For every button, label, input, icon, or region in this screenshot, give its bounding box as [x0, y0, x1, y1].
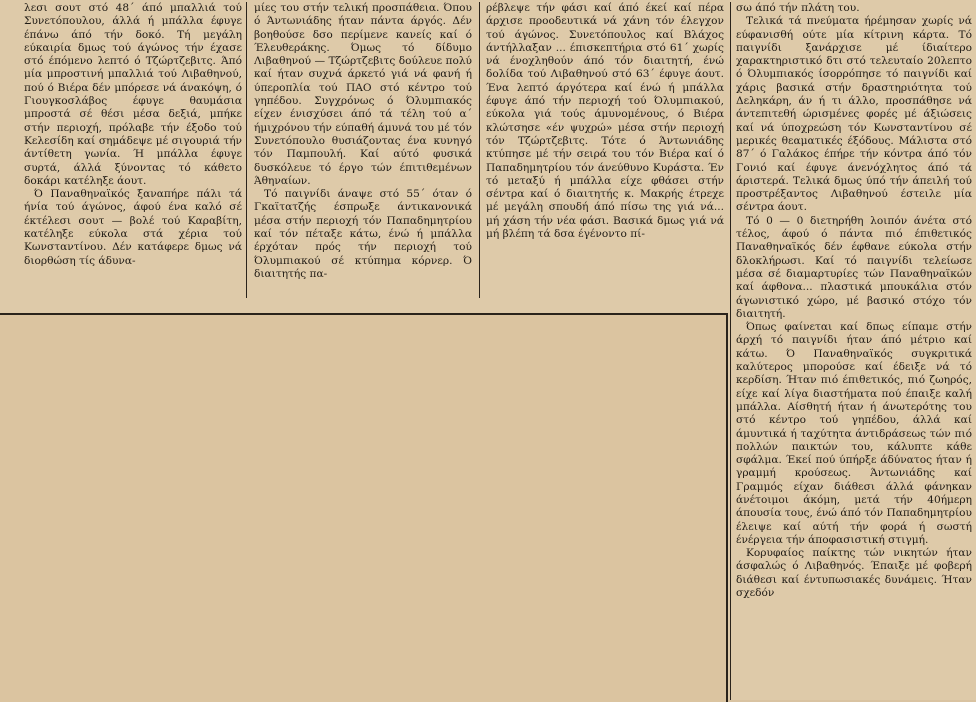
column-rule-3 [730, 2, 731, 700]
column-4-paragraph-1: σω άπό τήν πλάτη του. [736, 2, 860, 14]
column-2-paragraph-2: Τό παιγνίδι άναψε στό 55΄ όταν ό Γκαϊτατζής έσπρωξε άντικανονικά μέσα στήν περιοχή τόν Παπαδημητρίου καί τόν πέταξε κάτω, ένώ ή μπάλλα έρχόταν πρός τήν περιοχή τού Όλυμπιακού σέ κτύπημα κόρνερ. Ό διαιτητής πα- [254, 188, 472, 280]
column-1-paragraph-1: λεσι σουτ στό 48΄ άπό μπαλλιά τού Συνετόπουλου, άλλά ή μπάλλα έφυγε έπάνω άπό τήν δοκό. Τή μεγάλη εύκαιρία δμως τού άγώνος τήν έχασε στό έπόμενο λεπτό ό Τζώρτζεβιτς. Άπό μία μπροστινή μπαλλιά τού Λιβαθηνού, πού ό Βιέρα δέν μπόρεσε νά άνακόψη, ό Γιουγκοσλάβος έφυγε θαυμάσια μπροστά σέ θέσι μέσα δεξιά, μπήκε στήν περιοχή, πρόλαβε τήν έξοδο τού Κελεσίδη καί σημάδεψε μέ σιγουριά τήν άντίθετη γωνία. Ή μπάλλα έφυγε συρτά, άλλά ξύνοντας τό κάθετο δοκάρι κατέληξε άουτ. [24, 2, 242, 187]
column-4-paragraph-2: Τελικά τά πνεύματα ήρέμησαν χωρίς νά εύφανισθή ούτε μία κίτρινη κάρτα. Τό παιγνίδι ξανάρχισε μέ ίδιαίτερο χαρακτηριστικό δτι στό τελευταίο 20λεπτο ό Όλυμπιακός ίσορρόπησε τό παιγνίδι καί χάρις βασικά στήν δραστηριότητα τού Δεληκάρη, άν ή τι άλλο, προσπάθησε νά άντεπιτεθή ώρισμένες φορές μέ άξιώσεις καί νά ύποχρεώση τόν Κωνσταντίνου σέ μερικές θεαματικές έξόδους. Μάλιστα στό 87΄ ό Γαλάκος έπήρε τήν κόντρα άπό τόν Γονιό καί έφυγε άνενόχλητος άπό τά άριστερά. Τελικά δμως ύπό τήν άπειλή τού προστρέξαντος Λιβαθηνού έστειλε μία σέντρα άουτ. [736, 15, 972, 214]
column-4-paragraph-5: Κορυφαίος παίκτης τών νικητών ήταν άσφαλώς ό Λιβαθηνός. Έπαιξε μέ φοβερή διάθεσι καί έντυπωσιακές δυνάμεις. Ήταν σχεδόν [736, 547, 972, 600]
article-column-1 [24, 2, 242, 300]
article-column-4 [736, 2, 972, 700]
column-3-paragraph-1: ρέβλεψε τήν φάσι καί άπό έκεί καί πέρα άρχισε προοδευτικά νά χάνη τόν έλεγχον τού άγώνος. Συνετόπουλος καί Βλάχος άντήλλαξαν ... έπισκεπτήρια στό 61΄ χωρίς νά ένοχληθούν άπό τόν διαιτητή, ένώ δολίδα τού Λιβαθηνού στό 63΄ έφυγε άουτ. Ένα λεπτό άργότερα καί ένώ ή μπάλλα έφυγε άπό τήν περιοχή τού Όλυμπιακού, εύκολα γιά τούς άμυνομένους, ό Βιέρα κλώτσησε «έν ψυχρώ» μέσα στήν περιοχή τόν Τζώρτζεβιτς. Τότε ό Άντωνιάδης κτύπησε μέ τήν σειρά του τόν Βιέρα καί ό Παπαδημητρίου τόν άνεύθυνο Κυράστα. Έν τό μεταξύ ή μπάλλα είχε φθάσει στήν σέντρα καί ό διαιτητής κ. Μακρής έτρεχε μέ μεγάλη σπουδή άπό πίσω της γιά νά... μή χάση τήν νέα φάσι. Βασικά δμως γιά νά μή βλέπη τά δσα έγένοντο πί- [486, 2, 724, 241]
column-4-paragraph-4: Όπως φαίνεται καί δπως είπαμε στήν άρχή τό παιγνίδι ήταν άπό μέτριο καί κάτω. Ό Παναθηναϊκός συγκριτικά καλύτερος μπορούσε καί έδειξε νά τό κερδίση. Ήταν πιό έπιθετικός, πιό ζωηρός, είχε καί λίγα διαστήματα πού έπαιξε καλή μπάλλα. Αίσθητή ήταν ή άνωτερότης του στό κέντρο τού γηπέδου, άλλά καί άμυντικά ή ταχύτητα άντιδράσεως τών πιό πολλών παικτών του, κάλυπτε κάθε σφάλμα. Έκεί πού ύπήρξε άδύνατος ήταν ή γραμμή κρούσεως. Άντωνιάδης καί Γραμμός είχαν διάθεσι άλλά φάνηκαν άνέτοιμοι άκόμη, μετά τήν 40ήμερη άπουσία τους, ένώ άπό τόν Παπαδημητρίου έλειψε καί αύτή τήν φορά ή σωστή ένέργεια τήν άποφασιστική στιγμή. [736, 321, 972, 546]
column-4-paragraph-3: Τό 0 — 0 διετηρήθη λοιπόν άνέτα στό τέλος, άφού ό πάντα πιό έπιθετικός Παναθηναϊκός δέν έφθανε εύκολα στήν δλοκλήρωσι. Καί τό παιγνίδι τελείωσε μέσα σέ διαμαρτυρίες τών Παναθηναϊκών καί άφθονα... πλαστικά μπουκάλια στόν άγωνιστικό χώρο, μέ βασικό στόχο τόν διαιτητή. [736, 214, 972, 320]
article-column-3 [486, 2, 724, 300]
column-rule-2 [479, 2, 480, 298]
column-1-paragraph-2: Ό Παναθηναϊκός ξαναπήρε πάλι τά ήνία τού άγώνος, άφού ένα καλό σέ έκτέλεσι σουτ — βολέ τού Καραβίτη, κατέληξε εύκολα στά χέρια τού Κωνσταντίνου. Δέν κατάφερε δμως νά διορθώση τίς άδυνα- [24, 188, 242, 267]
column-rule-1 [246, 2, 247, 298]
column-2-paragraph-1: μίες του στήν τελική προσπάθεια. Όπου ό Άντωνιάδης ήταν πάντα άργός. Δέν βοηθούσε δσο περίμενε κανείς καί ό Έλευθεράκης. Όμως τό δίδυμο Λιβαθηνού — Τζώρτζεβιτς δούλευε πολύ καί ήταν συχνά άρκετό γιά νά φανή ή ύπεροπλία τού ΠΑΟ στό κέντρο τού γηπέδου. Συγχρόνως ό Όλυμπιακός είχεν ένισχύσει άπό τά τέλη τού α΄ ήμιχρόνου τήν εύπαθή άμυνά του μέ τόν Συνετόπουλο θυσιάζοντας ένα κυνηγό τόν Παμπουλή. Καί αύτό φυσικά δυσκόλευε τό έργο τών έπιτιθεμένων Άθηναίων. [254, 2, 472, 187]
article-column-2 [254, 2, 472, 300]
empty-advertisement-box [0, 313, 728, 702]
